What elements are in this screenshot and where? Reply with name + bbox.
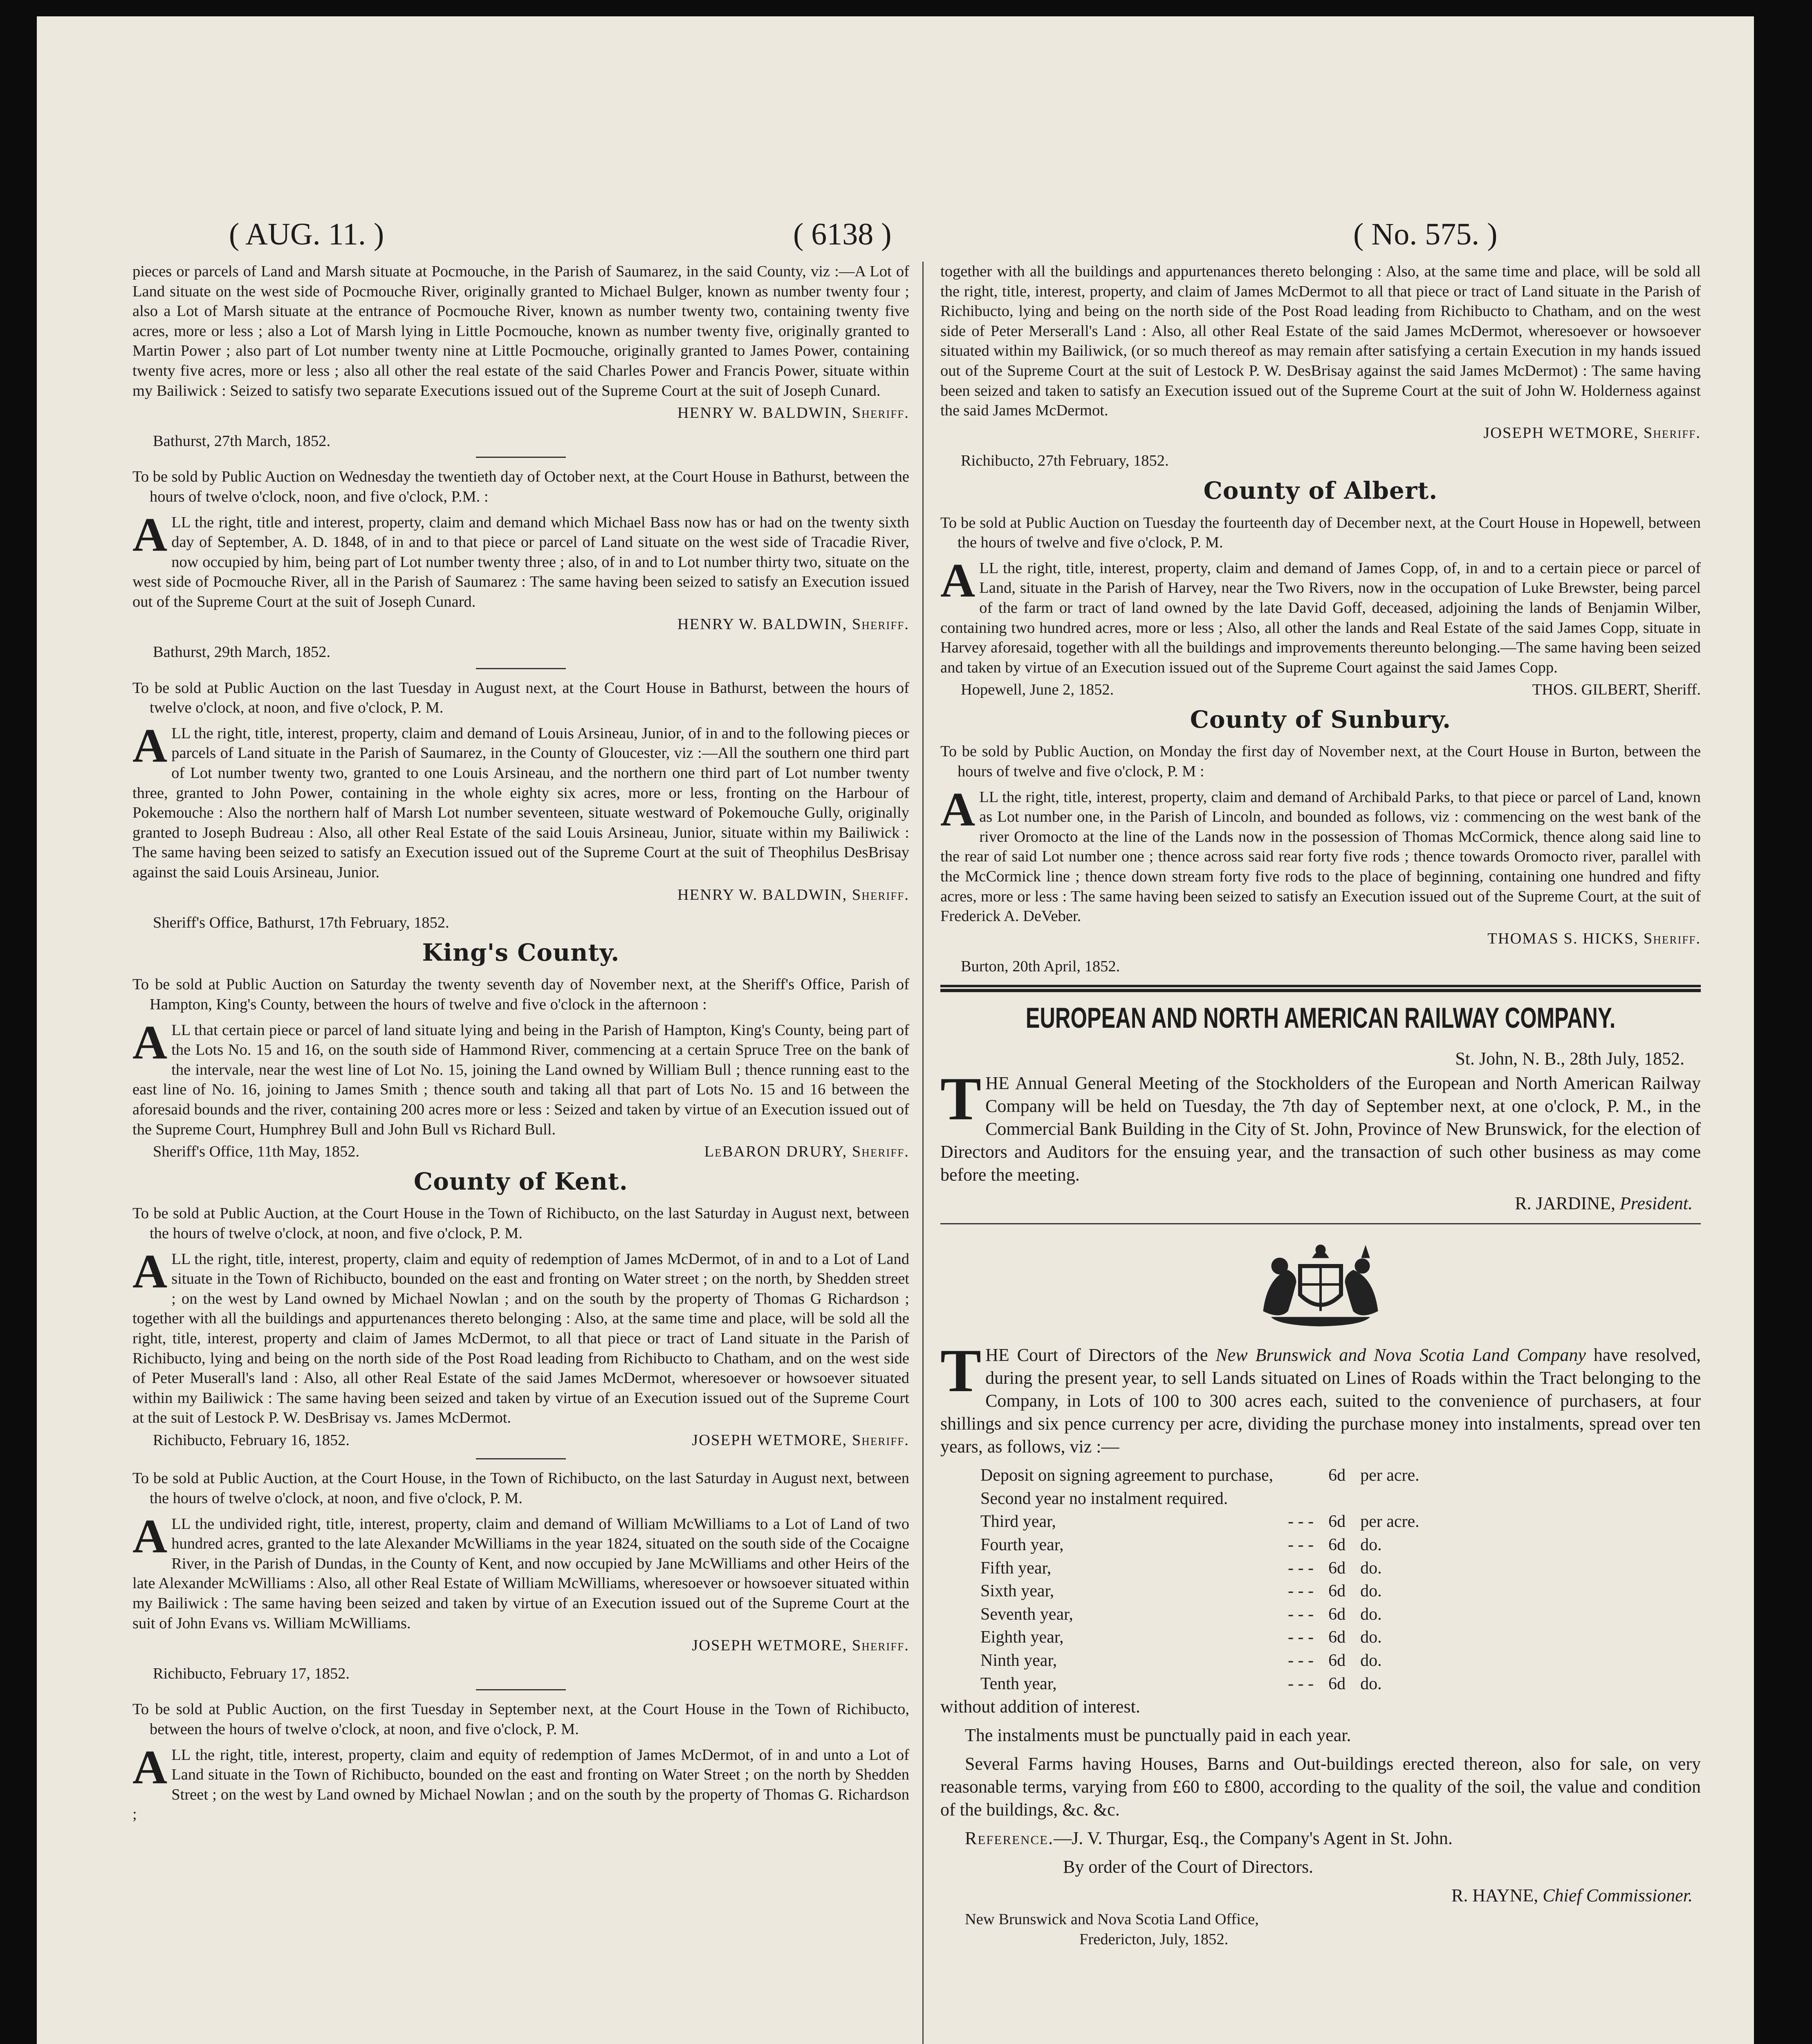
albert-county-heading: County of Albert. xyxy=(1203,476,1438,504)
without-interest: without addition of interest. xyxy=(940,1697,1140,1717)
right-column xyxy=(940,262,1701,2044)
kent-county-heading: County of Kent. xyxy=(414,1167,628,1195)
drop-cap: A xyxy=(940,553,976,607)
schedule-amount: 6d xyxy=(1328,1582,1346,1601)
schedule-dashes: - - - xyxy=(1288,1605,1314,1624)
header-date: ( AUG. 11. ) xyxy=(229,217,384,251)
notice-intro: To be sold at Public Auction on the last Tuesday in August next, at the Court House in Bathurst, between the hours of twelve o'clock, at noon, and five o'clock, P. M. xyxy=(132,679,909,717)
notice-louis-arsineau xyxy=(132,678,909,933)
schedule-row xyxy=(973,1649,1427,1672)
notice-place-date: Burton, 20th April, 1852. xyxy=(961,958,1120,975)
notice-place-date: Richibucto, February 16, 1852. xyxy=(153,1431,350,1449)
schedule-label: Second year no instalment required. xyxy=(980,1489,1228,1508)
drop-cap: A xyxy=(132,1740,168,1794)
schedule-row xyxy=(973,1672,1427,1696)
signature-line xyxy=(132,1142,909,1162)
drop-cap: T xyxy=(940,1065,982,1133)
royal-coat-of-arms-icon xyxy=(1247,1233,1394,1331)
schedule-label: Sixth year, xyxy=(980,1582,1054,1601)
schedule-unit: do. xyxy=(1360,1535,1382,1554)
separator-rule xyxy=(476,668,566,669)
notice-pocmouche xyxy=(132,262,909,451)
notice-text: together with all the buildings and appurtenances thereto belonging : Also, at the same time and place, will be sold all the right, title, interest, property, and claim of James McDermot to all that piece or tract of Land situate in the Parish of Richibucto, lying and being on the north side of the Post Road leading from Richibucto to Chatham, and on the west side of Peter Merserall's Land : Also, all other Real Estate of the said James McDermot, wheresoever or howsoever situated within my Bailiwick, (or so much thereof as may remain after satisfying a certain Execution in my hands issued out of the Supreme Court at the suit of Lestock P. W. DesBrisay against the said James McDermot) : The same having been seized and taken to satisfy an Execution issued out of the Supreme Court at the suit of John W. Holderness against the said James McDermot. xyxy=(940,263,1701,419)
schedule-label: Ninth year, xyxy=(980,1651,1057,1670)
schedule-amount: 6d xyxy=(1328,1558,1346,1578)
top-margin-shadow xyxy=(37,0,1754,16)
signature-line xyxy=(132,1430,909,1450)
schedule-dashes: - - - xyxy=(1288,1558,1314,1578)
schedule-row xyxy=(973,1603,1427,1626)
schedule-amount: 6d xyxy=(1328,1674,1346,1693)
notice-intro: To be sold at Public Auction, at the Court House, in the Town of Richibucto, on the last Saturday in August next, between the hours of twelve o'clock, at noon, and five o'clock, P. M. xyxy=(132,1470,909,1507)
column-divider xyxy=(922,262,924,2044)
schedule-row xyxy=(973,1464,1427,1487)
schedule-dashes: - - - xyxy=(1288,1512,1314,1531)
notice-place-date: Bathurst, 29th March, 1852. xyxy=(153,643,331,661)
schedule-amount: 6d xyxy=(1328,1466,1346,1485)
office-line-1: New Brunswick and Nova Scotia Land Office, xyxy=(965,1911,1259,1928)
punctual-note: The instalments must be punctually paid in each year. xyxy=(965,1725,1351,1746)
notice-intro: To be sold by Public Auction, on Monday the first day of November next, at the Court House in Burton, between the hours of twelve and five o'clock, P. M : xyxy=(940,743,1701,780)
schedule-unit xyxy=(1353,1487,1427,1511)
schedule-dashes: - - - xyxy=(1288,1582,1314,1601)
schedule-unit: do. xyxy=(1360,1605,1382,1624)
page-header xyxy=(37,102,1754,251)
header-issue-number: ( No. 575. ) xyxy=(1353,217,1498,251)
sheriff-signature: JOSEPH WETMORE, Sheriff. xyxy=(1483,424,1701,442)
sheriff-signature: JOSEPH WETMORE, Sheriff. xyxy=(692,1637,909,1654)
notice-place-date: Richibucto, February 17, 1852. xyxy=(153,1665,350,1682)
notice-body: LL the right, title, interest, property, claim and demand of Louis Arsineau, Junior, of in and to the following pieces or parcels of Land situate in the Parish of Saumarez, in the County of Gloucester, viz :—All the southern one third part of Lot number twenty two, granted to one Louis Arsineau, and the northern one third part of Lot number twenty three, granted to John Power, containing in the whole eighty six acres, more or less, fronting on the Harbour of Pokemouche : Also the northern half of Marsh Lot number seventeen, situate westward of Pokemouche Gully, originally granted to Joseph Budreau : Also, all other Real Estate of the said Louis Arsineau, Junior, situate within my Bailiwick : The same having been seized to satisfy an Execution issued out of the Supreme Court at the suit of Theophilus DesBrisay against the said Louis Arsineau, Junior. xyxy=(132,724,909,881)
notice-mcdermot-2 xyxy=(132,1699,909,1824)
notice-place-date: Sheriff's Office, Bathurst, 17th February, 1852. xyxy=(153,914,449,932)
notice-body: LL the right, title, interest, property, claim and demand of James Copp, of, in and to a certain piece or parcel of Land, situate in the Parish of Harvey, near the Two Rivers, now in the occupation of Luke Brewster, being parcel of the farm or tract of land owned by the late David Goff, deceased, adjoining the lands of Benjamin Wilber, containing two hundred acres, more or less ; Also, all other the lands and Real Estate of the said James Copp, situate in Harvey aforesaid, together with all the buildings and improvements thereunto belonging.—The same having been seized and taken by virtue of an Execution issued out of the Supreme Court against the said James Copp. xyxy=(940,559,1701,676)
farms-note: Several Farms having Houses, Barns and Out-buildings erected thereon, also for sale, on very reasonable terms, varying from £60 to £800, according to the quality of the soil, the value and condition of the buildings, &c. &c. xyxy=(940,1754,1701,1820)
notice-body: LL the undivided right, title, interest, property, claim and demand of William McWilliams to a Lot of Land of two hundred acres, granted to the late Alexander McWilliams in the year 1824, situated on the south side of the Cocaigne River, in the Parish of Dundas, in the County of Kent, and now occupied by Jane McWilliams and other Heirs of the late Alexander McWilliams : Also, all other Real Estate of William McWilliams, wheresoever or howsoever situated within my Bailiwick : The same having been seized and taken by virtue of an Execution issued out of the Supreme Court at the suit of John Evans vs. William McWilliams. xyxy=(132,1515,909,1632)
schedule-label: Fifth year, xyxy=(980,1558,1052,1578)
sheriff-signature: THOMAS S. HICKS, Sheriff. xyxy=(1487,930,1701,947)
separator-rule xyxy=(476,457,566,458)
notice-michael-bass xyxy=(132,467,909,662)
notice-place-date: Bathurst, 27th March, 1852. xyxy=(153,432,331,450)
schedule-row xyxy=(973,1510,1427,1533)
schedule-amount: 6d xyxy=(1328,1535,1346,1554)
land-company-name: New Brunswick and Nova Scotia Land Company xyxy=(1215,1345,1586,1365)
schedule-row xyxy=(973,1626,1427,1649)
schedule-row xyxy=(973,1533,1427,1557)
schedule-label: Tenth year, xyxy=(980,1674,1057,1693)
notice-body: LL that certain piece or parcel of land situate lying and being in the Parish of Hampton, King's County, being part of the Lots No. 15 and 16, on the south side of Hammond River, commencing at a certain Spruce Tree on the bank of the intervale, near the west line of Lot No. 15, joining the Land owned by William Bull ; thence running east to the east line of No. 16, joining to James Smith ; thence south and taking all that part of Lots No. 15 and 16 between the aforesaid bounds and the river, containing 200 acres more or less : Seized and taken by virtue of an Execution issued out of the Supreme Court, Humphrey Bull and John Bull vs Richard Bull. xyxy=(132,1021,909,1138)
land-signer-title: Chief Commissioner. xyxy=(1543,1885,1693,1906)
notice-archibald-parks xyxy=(940,742,1701,977)
office-line-2: Fredericton, July, 1852. xyxy=(1079,1930,1229,1948)
gazette-page xyxy=(37,16,1754,2044)
railway-signer-title: President. xyxy=(1620,1193,1693,1214)
schedule-amount xyxy=(1321,1487,1353,1511)
notice-intro: To be sold at Public Auction on Tuesday the fourteenth day of December next, at the Court House in Hopewell, between the hours of twelve and five o'clock, P. M. xyxy=(940,514,1701,551)
railway-notice xyxy=(940,1002,1701,1215)
separator-rule xyxy=(940,1223,1701,1224)
separator-rule xyxy=(476,1458,566,1459)
schedule-unit: do. xyxy=(1360,1674,1382,1693)
schedule-row xyxy=(973,1580,1427,1603)
land-body-rest: have resolved, during the present year, to sell Lands situated on Lines of Roads within the Tract belonging to the Company, in Lots of 100 to 300 acres each, suited to the convenience of purchasers, at four shillings and six pence currency per acre, dividing the purchase money into instalments, spread over ten years, as follows, viz :— xyxy=(940,1345,1701,1457)
notice-body: LL the right, title, interest, property, claim and demand of Archibald Parks, to that piece or parcel of Land, known as Lot number one, in the Parish of Lincoln, and bounded as follows, viz : commencing on the west bank of the river Oromocto at the line of the Lands now in the possession of Thomas McCormick, thence along said line to the rear of said Lot number one ; thence across said rear forty five rods ; thence towards Oromocto river, parallel with the McCormick line ; thence down stream forty five rods to the place of beginning, containing one hundred and fifty acres, more or less : The same having been seized to satisfy an Execution issued out of the Supreme Court, at the suit of Frederick A. DeVeber. xyxy=(940,788,1701,925)
schedule-unit: do. xyxy=(1360,1558,1382,1578)
railway-signer: R. JARDINE, xyxy=(1515,1193,1615,1214)
notice-mcwilliams xyxy=(132,1468,909,1683)
drop-cap: A xyxy=(940,782,976,836)
reference-label: Reference. xyxy=(965,1828,1054,1849)
schedule-label: Third year, xyxy=(980,1512,1056,1531)
schedule-amount: 6d xyxy=(1328,1512,1346,1531)
notice-body: LL the right, title, interest, property, claim and equity of redemption of James McDermot, of in and to a Lot of Land situate in the Town of Richibucto, bounded on the east and fronting on Water street ; on the north, by Shedden street ; on the west by Land owned by Michael Nowlan ; and on the south by the property of Thomas G Richardson ; together with all the buildings and appurtenances thereto belonging : Also, at the same time and place, will be sold all the right, title, interest, property and claim of James McDermot, to all that piece or tract of Land situate in the Parish of Richibucto, lying and being on the north side of the Post Road leading from Richibucto to Chatham, and on the west side of Peter Muserall's land : Also, all other Real Estate of the said James McDermot, wheresoever or howsoever situated within my Bailiwick : The same having been seized and taken by virtue of an Execution issued out of the Supreme Court at the suit of Lestock P. W. DesBrisay vs. James McDermot. xyxy=(132,1250,909,1427)
schedule-amount: 6d xyxy=(1328,1605,1346,1624)
railway-date: St. John, N. B., 28th July, 1852. xyxy=(1455,1048,1684,1069)
drop-cap: A xyxy=(132,718,168,772)
schedule-unit: do. xyxy=(1360,1582,1382,1601)
sheriff-signature: HENRY W. BALDWIN, Sheriff. xyxy=(677,886,909,903)
double-rule xyxy=(940,985,1701,992)
notice-place-date: Sheriff's Office, 11th May, 1852. xyxy=(153,1143,360,1161)
railway-body: HE Annual General Meeting of the Stockholders of the European and North American Railway Company will be held on Tuesday, the 7th day of September next, at one o'clock, P. M., in the Commercial Bank Building in the City of St. John, Province of New Brunswick, for the election of Directors and Auditors for the ensuing year, and the transaction of such other business as may come before the meeting. xyxy=(940,1073,1701,1185)
notice-mcdermot-continued xyxy=(940,262,1701,471)
railway-title: EUROPEAN AND NORTH AMERICAN RAILWAY COMPANY. xyxy=(1025,1002,1616,1035)
drop-cap: A xyxy=(132,1509,168,1563)
kings-county-heading: King's County. xyxy=(422,938,620,966)
schedule-dashes xyxy=(1281,1464,1321,1487)
sheriff-signature: LeBARON DRURY, Sheriff. xyxy=(704,1143,909,1161)
schedule-label: Fourth year, xyxy=(980,1535,1064,1554)
header-page-number: ( 6138 ) xyxy=(793,217,892,251)
notice-mcdermot-1 xyxy=(132,1204,909,1450)
notice-text: pieces or parcels of Land and Marsh situate at Pocmouche, in the Parish of Saumarez, in the said County, viz :—A Lot of Land situate on the west side of Pocmouche River, originally granted to Michael Bulger, known as number twenty four ; also a Lot of Marsh situate at the entrance of Pocmouche River, known as number twenty two, containing twenty five acres, more or less ; also a Lot of Marsh lying in Little Pocmouche, known as number twenty five, originally granted to Martin Power ; also part of Lot number twenty nine at Little Pocmouche, originally granted to James Power, containing twenty five acres, more or less ; also all other the real estate of the said Charles Power and Francis Power, situate within my Bailiwick : Seized to satisfy two separate Executions issued out of the Supreme Court at the suit of Joseph Cunard. xyxy=(132,263,909,399)
land-signer: R. HAYNE, xyxy=(1451,1885,1538,1906)
land-body-start: HE Court of Directors of the xyxy=(985,1345,1216,1365)
notice-body: LL the right, title, interest, property, claim and equity of redemption of James McDermot, of in and unto a Lot of Land situate in the Town of Richibucto, bounded on the east and fronting on Water Street ; on the north by Shedden Street ; on the west by Land owned by Michael Nowlan ; and on the south by the property of Thomas G. Richardson ; xyxy=(132,1746,909,1823)
sunbury-county-heading: County of Sunbury. xyxy=(1190,705,1451,733)
reference-text: —J. V. Thurgar, Esq., the Company's Agent in St. John. xyxy=(1054,1828,1453,1849)
schedule-dashes: - - - xyxy=(1288,1628,1314,1647)
notice-intro: To be sold at Public Auction on Saturday the twenty seventh day of November next, at the Sheriff's Office, Parish of Hampton, King's County, between the hours of twelve and five o'clock in the afternoon : xyxy=(132,976,909,1013)
notice-intro: To be sold at Public Auction, at the Court House in the Town of Richibucto, on the last Saturday in August next, between the hours of twelve o'clock, at noon, and five o'clock, P. M. xyxy=(132,1205,909,1242)
left-column xyxy=(132,262,909,2044)
notice-intro: To be sold by Public Auction on Wednesday the twentieth day of October next, at the Court House in Bathurst, between the hours of twelve o'clock, noon, and five o'clock, P.M. : xyxy=(132,468,909,505)
schedule-amount: 6d xyxy=(1328,1651,1346,1670)
schedule-unit: per acre. xyxy=(1360,1512,1420,1531)
drop-cap: A xyxy=(132,507,168,561)
schedule-unit: do. xyxy=(1360,1628,1382,1647)
schedule-row xyxy=(973,1487,1427,1511)
sheriff-signature: JOSEPH WETMORE, Sheriff. xyxy=(692,1431,909,1449)
sheriff-signature: HENRY W. BALDWIN, Sheriff. xyxy=(677,404,909,422)
drop-cap: T xyxy=(940,1337,982,1405)
notice-place-date: Hopewell, June 2, 1852. xyxy=(961,681,1114,699)
notice-place-date: Richibucto, 27th February, 1852. xyxy=(961,452,1169,470)
sheriff-signature: THOS. GILBERT, Sheriff. xyxy=(1532,681,1701,699)
schedule-dashes: - - - xyxy=(1288,1674,1314,1693)
schedule-dashes: - - - xyxy=(1288,1535,1314,1554)
order-line: By order of the Court of Directors. xyxy=(1063,1857,1314,1877)
drop-cap: A xyxy=(132,1015,168,1069)
schedule-label: Eighth year, xyxy=(980,1628,1064,1647)
schedule-label: Seventh year, xyxy=(980,1605,1073,1624)
notice-hampton xyxy=(132,975,909,1161)
notice-james-copp xyxy=(940,513,1701,700)
schedule-dashes: - - - xyxy=(1288,1651,1314,1670)
schedule-unit: do. xyxy=(1360,1651,1382,1670)
schedule-unit: per acre. xyxy=(1360,1466,1420,1485)
schedule-label: Deposit on signing agreement to purchase, xyxy=(980,1466,1274,1485)
schedule-amount: 6d xyxy=(1328,1628,1346,1647)
schedule-row xyxy=(973,1557,1427,1580)
separator-rule xyxy=(476,1689,566,1690)
schedule-dashes xyxy=(1281,1487,1321,1511)
sheriff-signature: HENRY W. BALDWIN, Sheriff. xyxy=(677,615,909,633)
notice-intro: To be sold at Public Auction, on the first Tuesday in September next, at the Court House in the Town of Richibucto, between the hours of twelve o'clock, at noon, and five o'clock, P. M. xyxy=(132,1701,909,1738)
drop-cap: A xyxy=(132,1244,168,1298)
instalment-schedule xyxy=(973,1464,1427,1695)
signature-line xyxy=(940,680,1701,700)
land-company-notice xyxy=(940,1337,1701,1949)
notice-body: LL the right, title and interest, property, claim and demand which Michael Bass now has or had on the twenty sixth day of September, A. D. 1848, of in and to that piece or parcel of Land situate on the west side of Tracadie River, now occupied by him, being part of Lot number twenty three ; also, of in and to Lot number thirty two, situate on the west side of Pocmouche River, all in the Parish of Saumarez : The same having been seized to satisfy an Execution issued out of the Supreme Court at the suit of Joseph Cunard. xyxy=(132,513,909,610)
